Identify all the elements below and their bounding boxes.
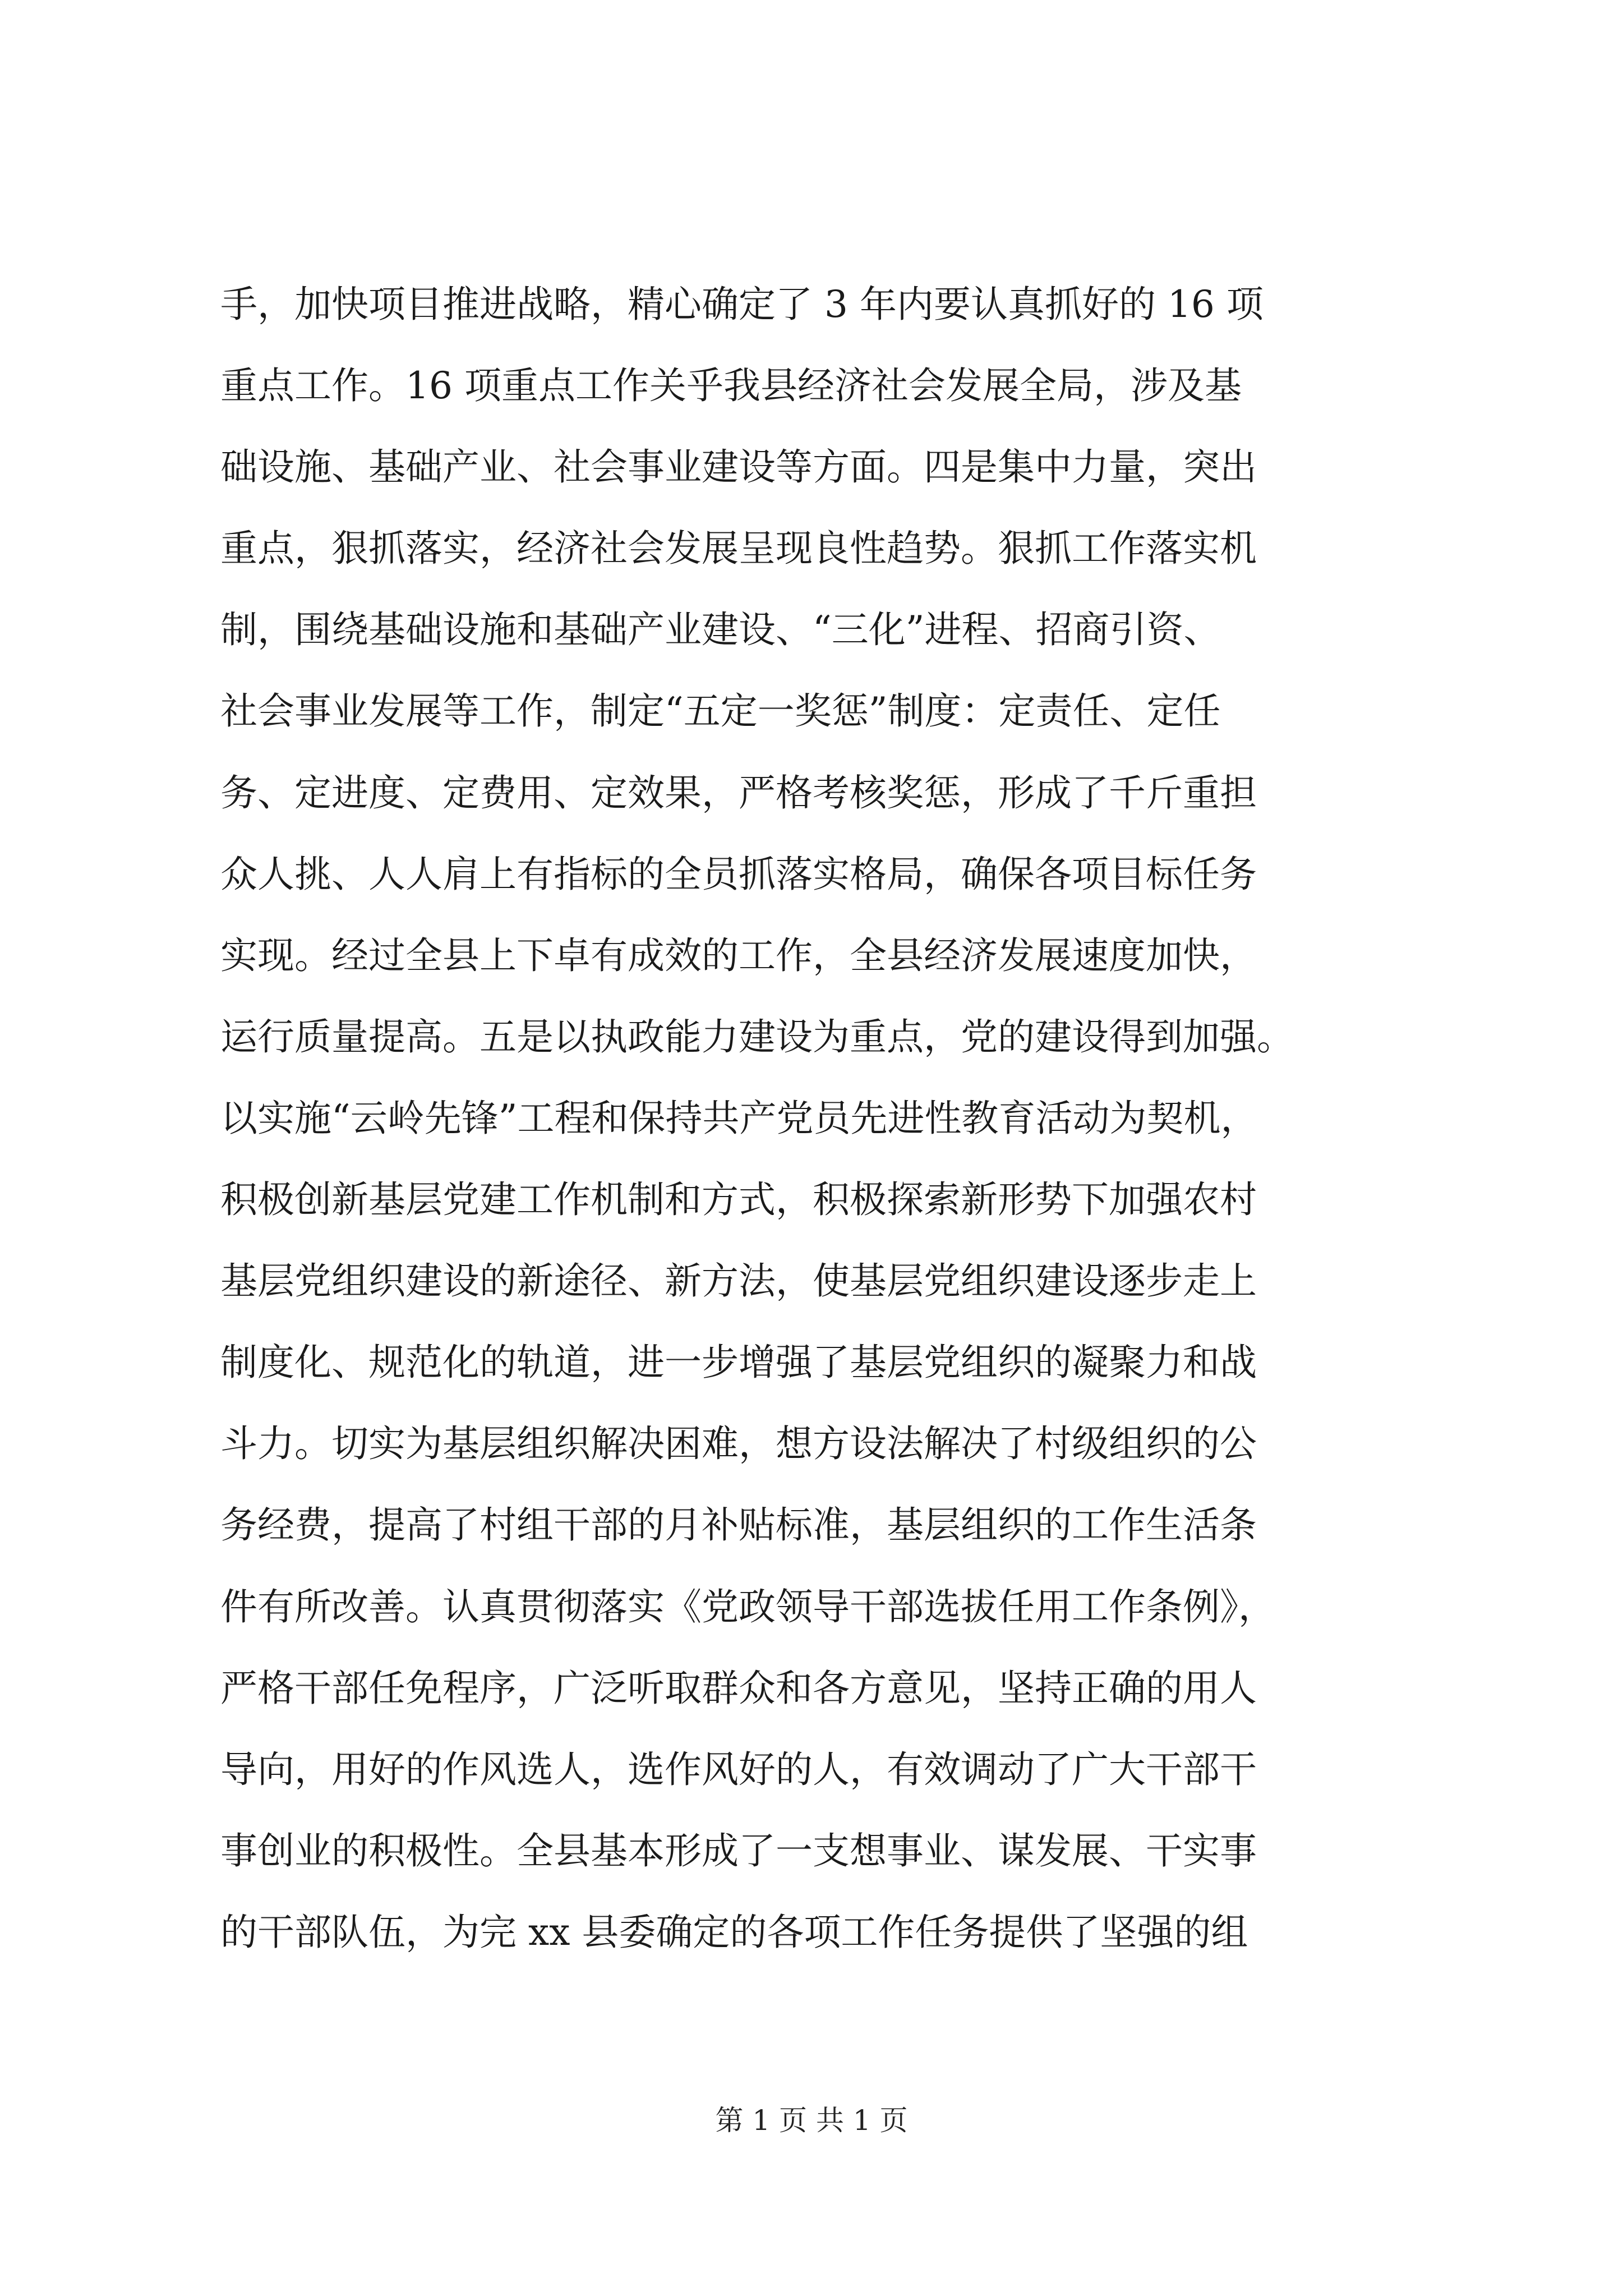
text-line: 斗力。切实为基层组织解决困难，想方设法解决了村级组织的公 <box>220 1422 1257 1466</box>
text-line: 础设施、基础产业、社会事业建设等方面。四是集中力量，突出 <box>220 445 1257 489</box>
text-line: 众人挑、人人肩上有指标的全员抓落实格局，确保各项目标任务 <box>220 852 1257 896</box>
text-line: 事创业的积极性。全县基本形成了一支想事业、谋发展、干实事 <box>220 1829 1257 1872</box>
text-line: 严格干部任免程序，广泛听取群众和各方意见，坚持正确的用人 <box>220 1666 1257 1710</box>
text-line: 手，加快项目推进战略，精心确定了 3 年内要认真抓好的 16 项 <box>220 283 1264 326</box>
text-line: 实现。经过全县上下卓有成效的工作，全县经济发展速度加快， <box>220 933 1257 977</box>
text-line: 制，围绕基础设施和基础产业建设、“三化”进程、招商引资、 <box>220 608 1221 652</box>
text-line: 的干部队伍，为完 xx 县委确定的各项工作任务提供了坚强的组 <box>220 1910 1248 1954</box>
text-line: 以实施“云岭先锋”工程和保持共产党员先进性教育活动为契机， <box>220 1096 1258 1140</box>
text-line: 务、定进度、定费用、定效果，严格考核奖惩，形成了千斤重担 <box>220 771 1257 815</box>
text-line: 积极创新基层党建工作机制和方式，积极探索新形势下加强农村 <box>220 1178 1257 1222</box>
text-line: 务经费，提高了村组干部的月补贴标准，基层组织的工作生活条 <box>220 1503 1257 1547</box>
text-line: 社会事业发展等工作，制定“五定一奖惩”制度：定责任、定任 <box>220 689 1221 733</box>
text-line: 件有所改善。认真贯彻落实《党政领导干部选拔任用工作条例》， <box>220 1585 1275 1628</box>
text-line: 运行质量提高。五是以执政能力建设为重点，党的建设得到加强。 <box>220 1015 1294 1059</box>
text-line: 制度化、规范化的轨道，进一步增强了基层党组织的凝聚力和战 <box>220 1341 1257 1384</box>
text-line: 基层党组织建设的新途径、新方法，使基层党组织建设逐步走上 <box>220 1259 1257 1303</box>
text-line: 导向，用好的作风选人，选作风好的人，有效调动了广大干部干 <box>220 1747 1257 1791</box>
text-line: 重点工作。16 项重点工作关乎我县经济社会发展全局，涉及基 <box>220 364 1242 408</box>
body-text <box>220 264 1421 1973</box>
page-footer: 第 1 页 共 1 页 <box>715 2104 908 2137</box>
text-line: 重点，狠抓落实，经济社会发展呈现良性趋势。狠抓工作落实机 <box>220 527 1257 570</box>
